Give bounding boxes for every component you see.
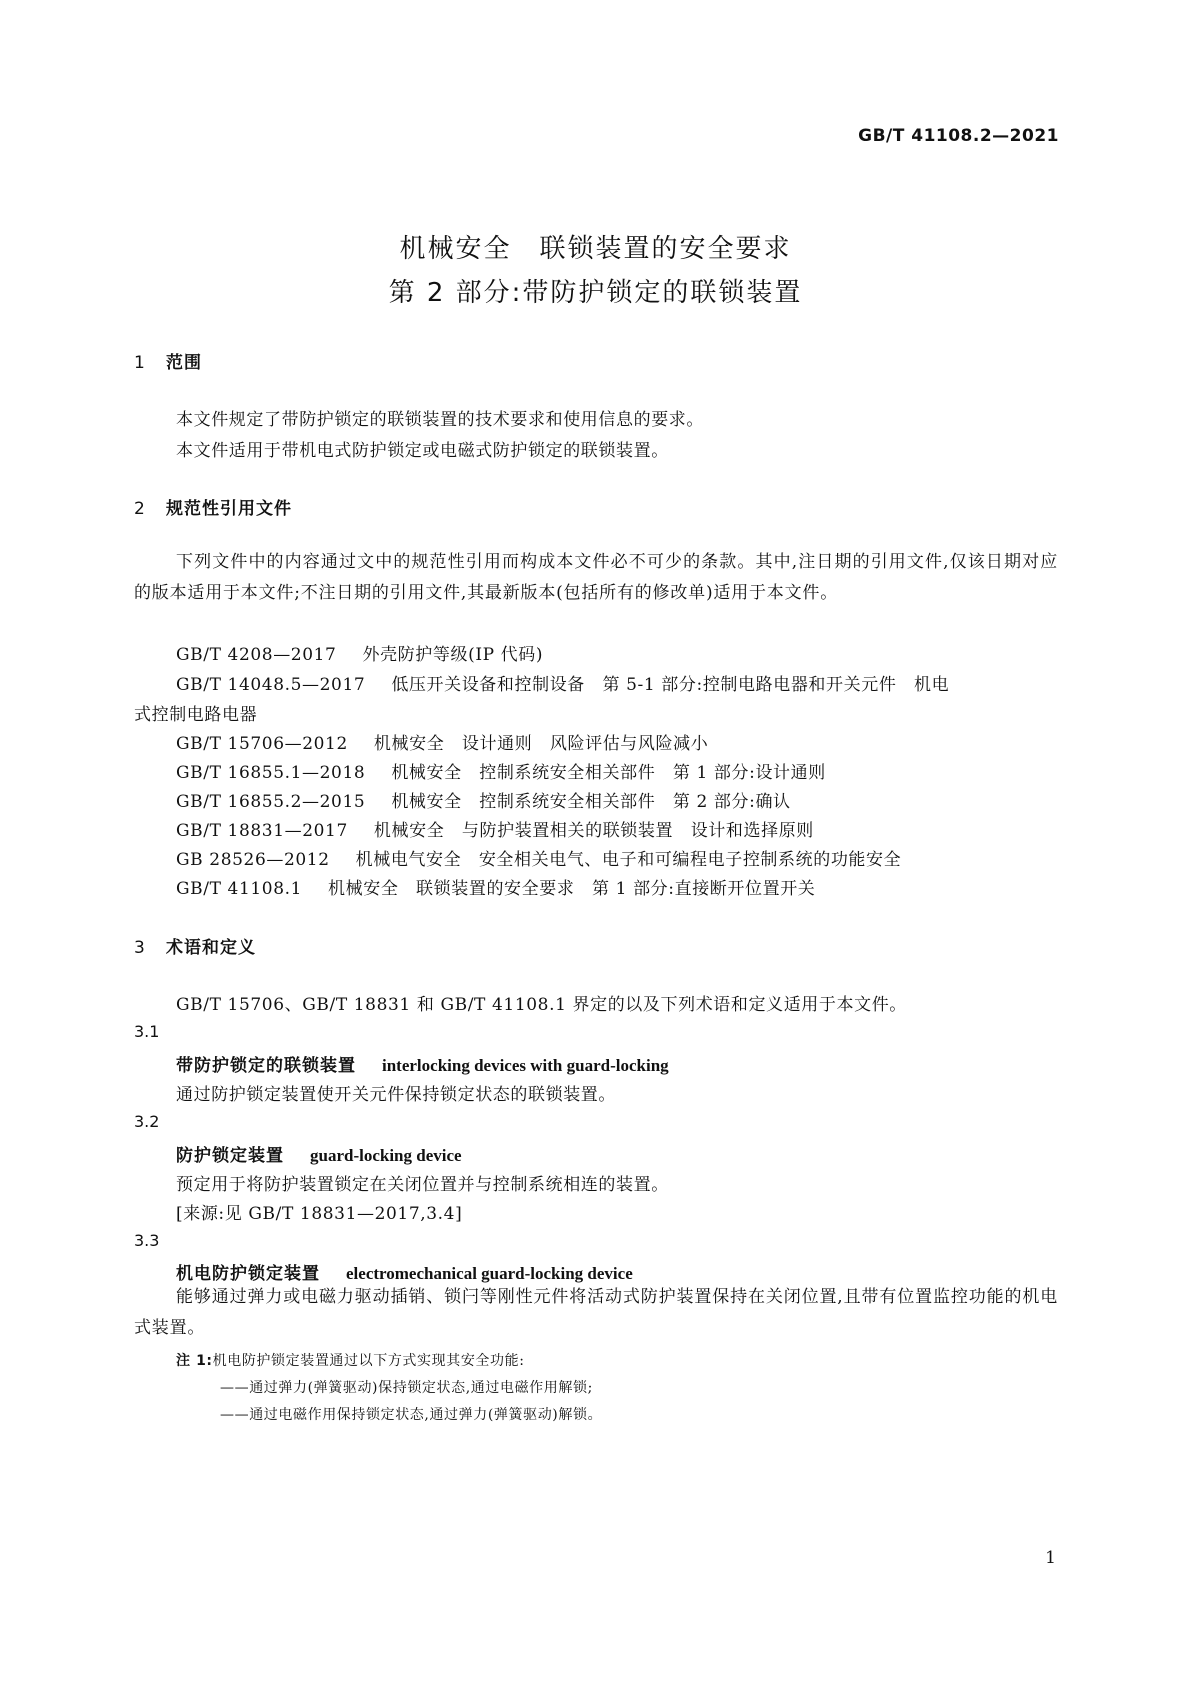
section-title: 规范性引用文件: [166, 499, 292, 519]
reference-title: 机械安全 联锁装置的安全要求 第 1 部分:直接断开位置开关: [328, 879, 816, 899]
reference-title: 机械安全 与防护装置相关的联锁装置 设计和选择原则: [373, 821, 814, 841]
reference-item: [176, 874, 815, 899]
reference-item: [176, 670, 949, 695]
reference-title: 外壳防护等级(IP 代码): [362, 645, 544, 665]
reference-title: 机械电气安全 安全相关电气、电子和可编程电子控制系统的功能安全: [355, 850, 902, 870]
note-list-item: ——通过电磁作用保持锁定状态,通过弹力(弹簧驱动)解锁。: [220, 1407, 603, 1423]
paragraph: 本文件规定了带防护锁定的联锁装置的技术要求和使用信息的要求。: [176, 410, 704, 430]
term-number: 3.2: [134, 1112, 160, 1131]
reference-code: GB/T 41108.1: [176, 879, 303, 899]
term-definition: 预定用于将防护装置锁定在关闭位置并与控制系统相连的装置。: [176, 1175, 669, 1195]
reference-item: [176, 758, 826, 783]
term-english: guard-locking device: [310, 1146, 462, 1165]
note-label: 注 1:: [176, 1353, 213, 1369]
note-list-item: ——通过弹力(弹簧驱动)保持锁定状态,通过电磁作用解锁;: [220, 1380, 593, 1396]
section-number: 2: [134, 499, 146, 519]
reference-item: [176, 845, 901, 870]
term-chinese: 防护锁定装置: [176, 1146, 284, 1166]
term-entry: [176, 1051, 669, 1076]
note: [176, 1350, 525, 1370]
term-chinese: 机电防护锁定装置: [176, 1264, 320, 1284]
term-number: 3.3: [134, 1231, 160, 1250]
reference-title: 机械安全 设计通则 风险评估与风险减小: [373, 734, 709, 754]
term-definition: 通过防护锁定装置使开关元件保持锁定状态的联锁装置。: [176, 1085, 616, 1105]
term-english: electromechanical guard-locking device: [346, 1264, 633, 1283]
term-source: [来源:见 GB/T 18831—2017,3.4]: [176, 1204, 463, 1224]
term-chinese: 带防护锁定的联锁装置: [176, 1056, 356, 1076]
note-text: 机电防护锁定装置通过以下方式实现其安全功能:: [212, 1353, 525, 1369]
reference-continuation: 式控制电路电器: [134, 705, 258, 725]
reference-code: GB/T 16855.1—2018: [176, 763, 366, 783]
reference-code: GB/T 14048.5—2017: [176, 675, 366, 695]
section-3-heading: [134, 933, 256, 958]
document-title-line1: 机械安全 联锁装置的安全要求: [399, 234, 792, 264]
reference-item: [176, 787, 791, 812]
section-number: 3: [134, 938, 146, 958]
section-1-heading: [134, 348, 202, 373]
reference-code: GB/T 4208—2017: [176, 645, 337, 665]
term-entry: [176, 1141, 462, 1166]
term-english: interlocking devices with guard-locking: [382, 1056, 669, 1075]
reference-item: [176, 640, 543, 665]
reference-code: GB/T 16855.2—2015: [176, 792, 366, 812]
term-definition: 能够通过弹力或电磁力驱动插销、锁闩等刚性元件将活动式防护装置保持在关闭位置,且带有位置监控功能的机电式装置。: [134, 1287, 1058, 1338]
terms-intro: GB/T 15706、GB/T 18831 和 GB/T 41108.1 界定的以及下列术语和定义适用于本文件。: [176, 995, 907, 1015]
reference-title: 低压开关设备和控制设备 第 5-1 部分:控制电路电器和开关元件 机电: [391, 675, 950, 695]
reference-title: 机械安全 控制系统安全相关部件 第 1 部分:设计通则: [391, 763, 826, 783]
section-number: 1: [134, 353, 146, 373]
page-number: 1: [1045, 1548, 1056, 1568]
term-entry: [176, 1259, 633, 1284]
reference-code: GB/T 15706—2012: [176, 734, 348, 754]
reference-title: 机械安全 控制系统安全相关部件 第 2 部分:确认: [391, 792, 791, 812]
reference-code: GB 28526—2012: [176, 850, 330, 870]
paragraph: 本文件适用于带机电式防护锁定或电磁式防护锁定的联锁装置。: [176, 441, 669, 461]
section-title: 范围: [166, 353, 202, 373]
reference-code: GB/T 18831—2017: [176, 821, 348, 841]
reference-item: [176, 816, 814, 841]
standard-number: GB/T 41108.2—2021: [858, 126, 1059, 146]
term-number: 3.1: [134, 1022, 160, 1041]
section-2-heading: [134, 494, 292, 519]
reference-item: [176, 729, 708, 754]
section-title: 术语和定义: [166, 938, 256, 958]
document-title-line2: 第 2 部分:带防护锁定的联锁装置: [388, 278, 803, 308]
normative-references-intro: 下列文件中的内容通过文中的规范性引用而构成本文件必不可少的条款。其中,注日期的引用文件,仅该日期对应的版本适用于本文件;不注日期的引用文件,其最新版本(包括所有的修改单)适用于本文件。: [134, 552, 1058, 603]
